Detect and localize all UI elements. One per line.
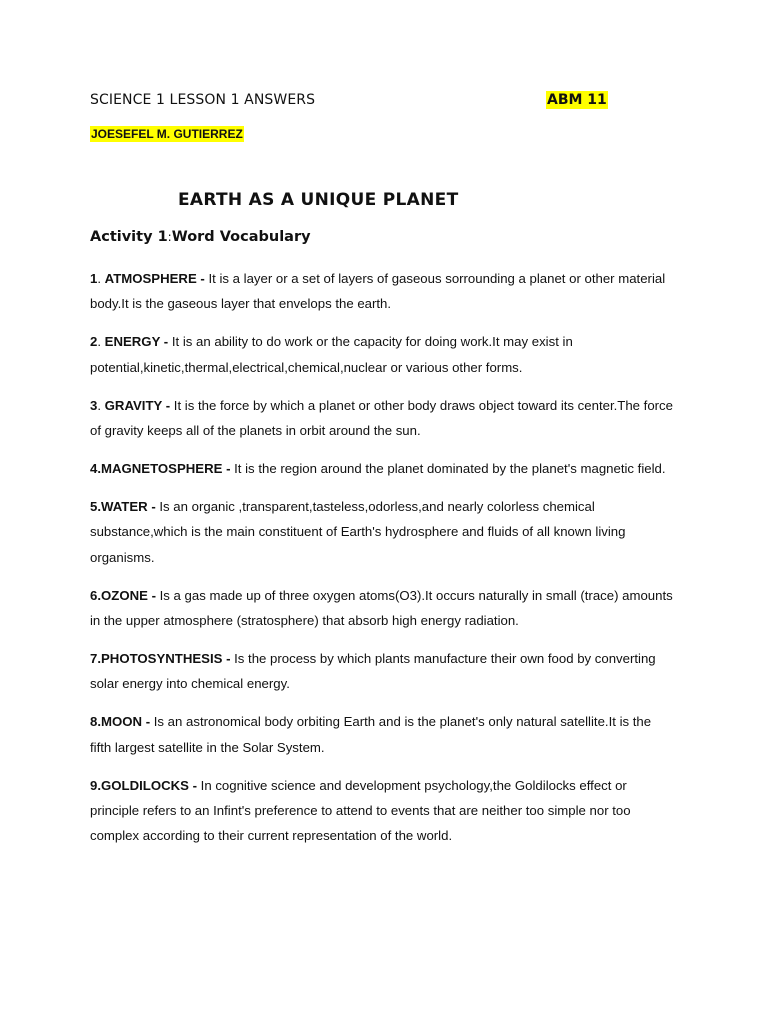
item-definition: It is a layer or a set of layers of gaseous sorrounding a planet or other material body.It is the gaseous layer that envelops the earth. bbox=[90, 271, 666, 312]
activity-label: Word Vocabulary bbox=[171, 229, 311, 245]
vocabulary-item bbox=[90, 266, 675, 317]
vocabulary-item bbox=[90, 456, 675, 481]
item-separator: . bbox=[97, 714, 102, 730]
item-number: 5 bbox=[90, 498, 98, 514]
item-definition: It is the region around the planet dominated by the planet's magnetic field. bbox=[234, 460, 666, 476]
item-term: ENERGY - bbox=[104, 334, 172, 350]
item-definition: It is the force by which a planet or other body draws object toward its center.The force of gravity keeps all of the planets in orbit around the sun. bbox=[90, 397, 673, 439]
item-term: ATMOSPHERE - bbox=[104, 271, 209, 286]
item-term: GOLDILOCKS - bbox=[101, 777, 201, 793]
item-definition: Is the process by which plants manufacture their own food by converting solar energy into chemical energy. bbox=[90, 650, 656, 692]
activity-heading bbox=[90, 229, 311, 245]
student-name: JOESEFEL M. GUTIERREZ bbox=[91, 127, 243, 141]
item-definition: In cognitive science and development psychology,the Goldilocks effect or principle refers to an Infint's preference to attend to events that are neither too simple nor too complex according to their current representation of the world. bbox=[90, 777, 631, 844]
item-separator: . bbox=[97, 650, 102, 666]
item-term: OZONE - bbox=[101, 587, 160, 603]
vocabulary-item bbox=[90, 494, 675, 570]
item-term: MOON - bbox=[101, 714, 154, 730]
page-title: EARTH AS A UNIQUE PLANET bbox=[178, 190, 459, 210]
item-term: GRAVITY - bbox=[104, 397, 174, 413]
item-separator: . bbox=[97, 498, 102, 514]
class-section-label: ABM 11 bbox=[547, 92, 607, 108]
item-definition: Is an organic ,transparent,tasteless,odorless,and nearly colorless chemical substance,which is the main constituent of Earth's hydrosphere and fluids of all known living organisms. bbox=[90, 498, 626, 565]
vocabulary-item bbox=[90, 393, 675, 444]
item-separator: . bbox=[97, 777, 102, 793]
activity-prefix: Activity 1 bbox=[90, 229, 168, 245]
item-term: WATER - bbox=[101, 498, 160, 514]
item-number: 8 bbox=[90, 714, 98, 730]
item-number: 9 bbox=[90, 777, 98, 793]
vocabulary-item bbox=[90, 773, 675, 849]
item-separator: . bbox=[97, 587, 102, 603]
vocabulary-item bbox=[90, 583, 675, 634]
vocabulary-item bbox=[90, 709, 675, 760]
item-number: 7 bbox=[90, 650, 98, 666]
item-definition: It is an ability to do work or the capacity for doing work.It may exist in potential,kinetic,thermal,electrical,chemical,nuclear or various other forms. bbox=[90, 334, 573, 375]
item-number: 2 bbox=[90, 334, 98, 350]
item-separator: . bbox=[97, 271, 105, 286]
vocabulary-item bbox=[90, 329, 675, 380]
vocabulary-list bbox=[90, 266, 675, 861]
item-term: MAGNETOSPHERE - bbox=[101, 460, 235, 476]
item-number: 6 bbox=[90, 587, 98, 603]
item-separator: . bbox=[97, 334, 105, 350]
item-number: 4 bbox=[90, 460, 98, 476]
vocabulary-item bbox=[90, 646, 675, 697]
item-number: 1 bbox=[90, 271, 98, 286]
item-number: 3 bbox=[90, 397, 98, 413]
activity-colon: : bbox=[167, 230, 172, 244]
item-definition: Is a gas made up of three oxygen atoms(O3).It occurs naturally in small (trace) amounts in the upper atmosphere (stratosphere) that absorb high energy radiation. bbox=[90, 587, 673, 628]
item-separator: . bbox=[97, 460, 102, 476]
document-header-title: SCIENCE 1 LESSON 1 ANSWERS bbox=[90, 92, 316, 108]
item-definition: Is an astronomical body orbiting Earth and is the planet's only natural satellite.It is the fifth largest satellite in the Solar System. bbox=[90, 714, 652, 755]
item-term: PHOTOSYNTHESIS - bbox=[101, 650, 235, 666]
item-separator: . bbox=[97, 397, 105, 413]
